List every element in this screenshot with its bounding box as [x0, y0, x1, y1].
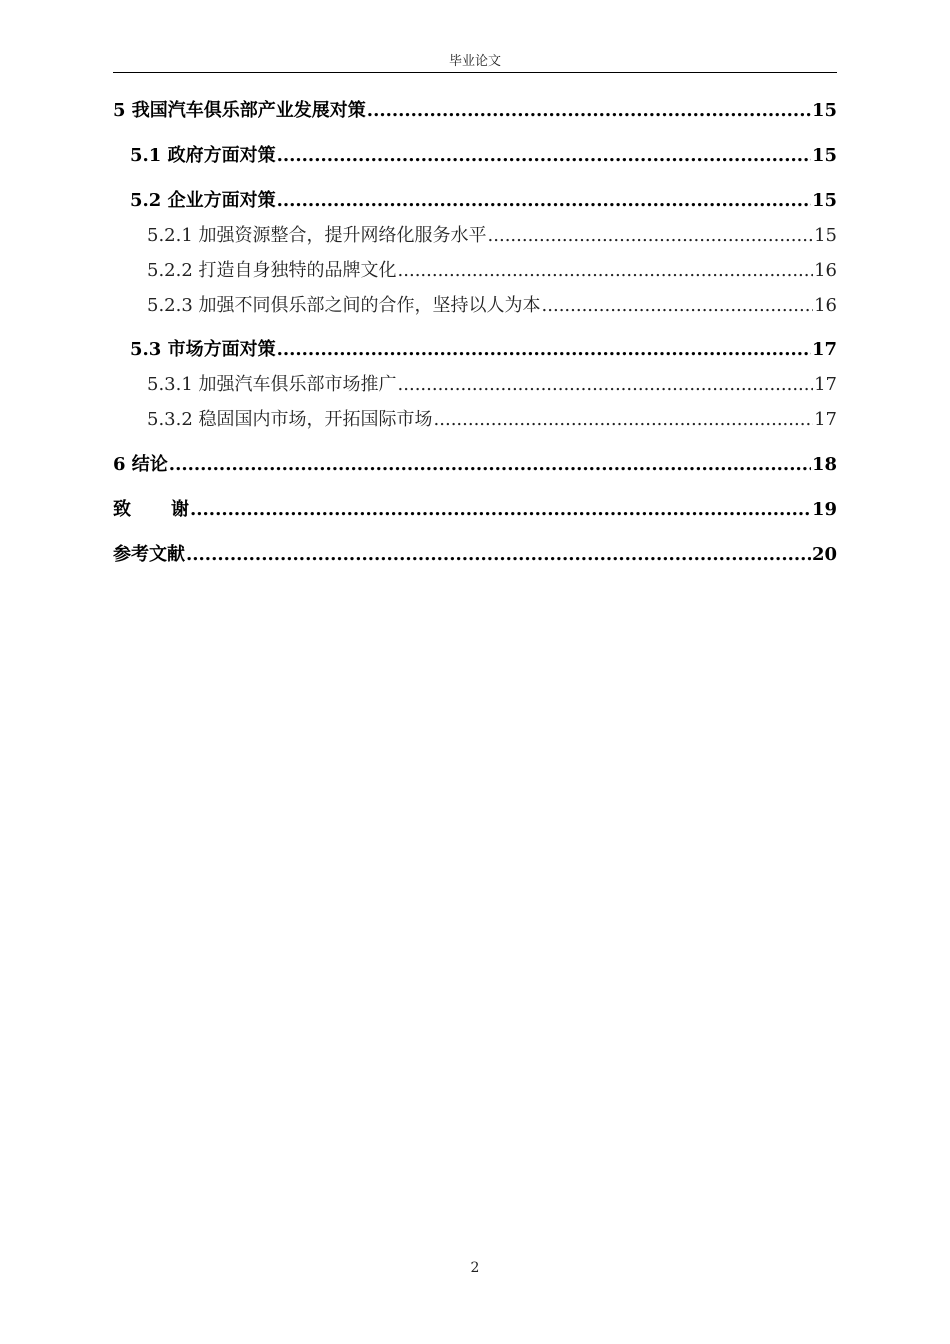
toc-entry-title: 5.2.2 打造自身独特的品牌文化: [147, 260, 397, 281]
toc-entry-subsection-5-3-2[interactable]: [147, 409, 837, 431]
toc-entry-chapter-5[interactable]: [113, 100, 837, 122]
toc-leader-dots: [398, 374, 814, 396]
toc-entry-page: 16: [814, 260, 837, 281]
toc-entry-references[interactable]: [113, 544, 837, 566]
toc-leader-dots: [277, 339, 811, 361]
toc-leader-dots: [398, 260, 814, 282]
toc-entry-title: 5.3.1 加强汽车俱乐部市场推广: [147, 374, 397, 395]
toc-entry-title: 5.3 市场方面对策: [130, 339, 276, 360]
toc-leader-dots: [488, 225, 814, 247]
toc-entry-page: 19: [811, 499, 837, 520]
toc-entry-chapter-6[interactable]: [113, 454, 837, 476]
toc-entry-page: 18: [811, 454, 837, 475]
toc-leader-dots: [277, 190, 811, 212]
toc-entry-page: 15: [811, 190, 837, 211]
toc-entry-page: 15: [811, 100, 837, 121]
page-header: [113, 54, 837, 73]
toc-entry-title: 6 结论: [113, 454, 168, 475]
toc-entry-page: 17: [814, 374, 837, 395]
toc-entry-subsection-5-2-2[interactable]: [147, 260, 837, 282]
toc-entry-subsection-5-3-1[interactable]: [147, 374, 837, 396]
toc-entry-title: [113, 499, 189, 521]
toc-entry-title-part2: 谢: [171, 499, 189, 520]
toc-entry-title: 参考文献: [113, 544, 185, 565]
toc-entry-section-5-2[interactable]: [130, 190, 837, 212]
toc-leader-dots: [190, 499, 811, 521]
toc-entry-title: 5.2.1 加强资源整合，提升网络化服务水平: [147, 225, 487, 246]
toc-entry-subsection-5-2-1[interactable]: [147, 225, 837, 247]
toc-leader-dots: [434, 409, 814, 431]
toc-entry-page: 15: [811, 145, 837, 166]
toc-entry-title: 5.2 企业方面对策: [130, 190, 276, 211]
toc-entry-page: 17: [814, 409, 837, 430]
toc-entry-title: 5.1 政府方面对策: [130, 145, 276, 166]
header-title: 毕业论文: [448, 54, 501, 69]
toc-entry-subsection-5-2-3[interactable]: [147, 295, 837, 317]
page-footer: [0, 1260, 950, 1276]
toc-entry-page: 20: [811, 544, 837, 565]
toc-leader-dots: [169, 454, 811, 476]
toc-entry-section-5-1[interactable]: [130, 145, 837, 167]
toc-entry-title: 5.3.2 稳固国内市场，开拓国际市场: [147, 409, 433, 430]
toc-entry-title-part1: 致: [113, 499, 131, 520]
toc-leader-dots: [186, 544, 811, 566]
toc-leader-dots: [542, 295, 814, 317]
page-number: 2: [470, 1260, 480, 1276]
toc-entry-title: 5.2.3 加强不同俱乐部之间的合作，坚持以人为本: [147, 295, 541, 316]
toc-entry-page: 16: [814, 295, 837, 316]
toc-entry-page: 15: [814, 225, 837, 246]
toc-entry-title: 5 我国汽车俱乐部产业发展对策: [113, 100, 366, 121]
toc-entry-section-5-3[interactable]: [130, 339, 837, 361]
toc-entry-page: 17: [811, 339, 837, 360]
toc-leader-dots: [367, 100, 811, 122]
toc-leader-dots: [277, 145, 811, 167]
toc-entry-acknowledgements[interactable]: [113, 499, 837, 521]
